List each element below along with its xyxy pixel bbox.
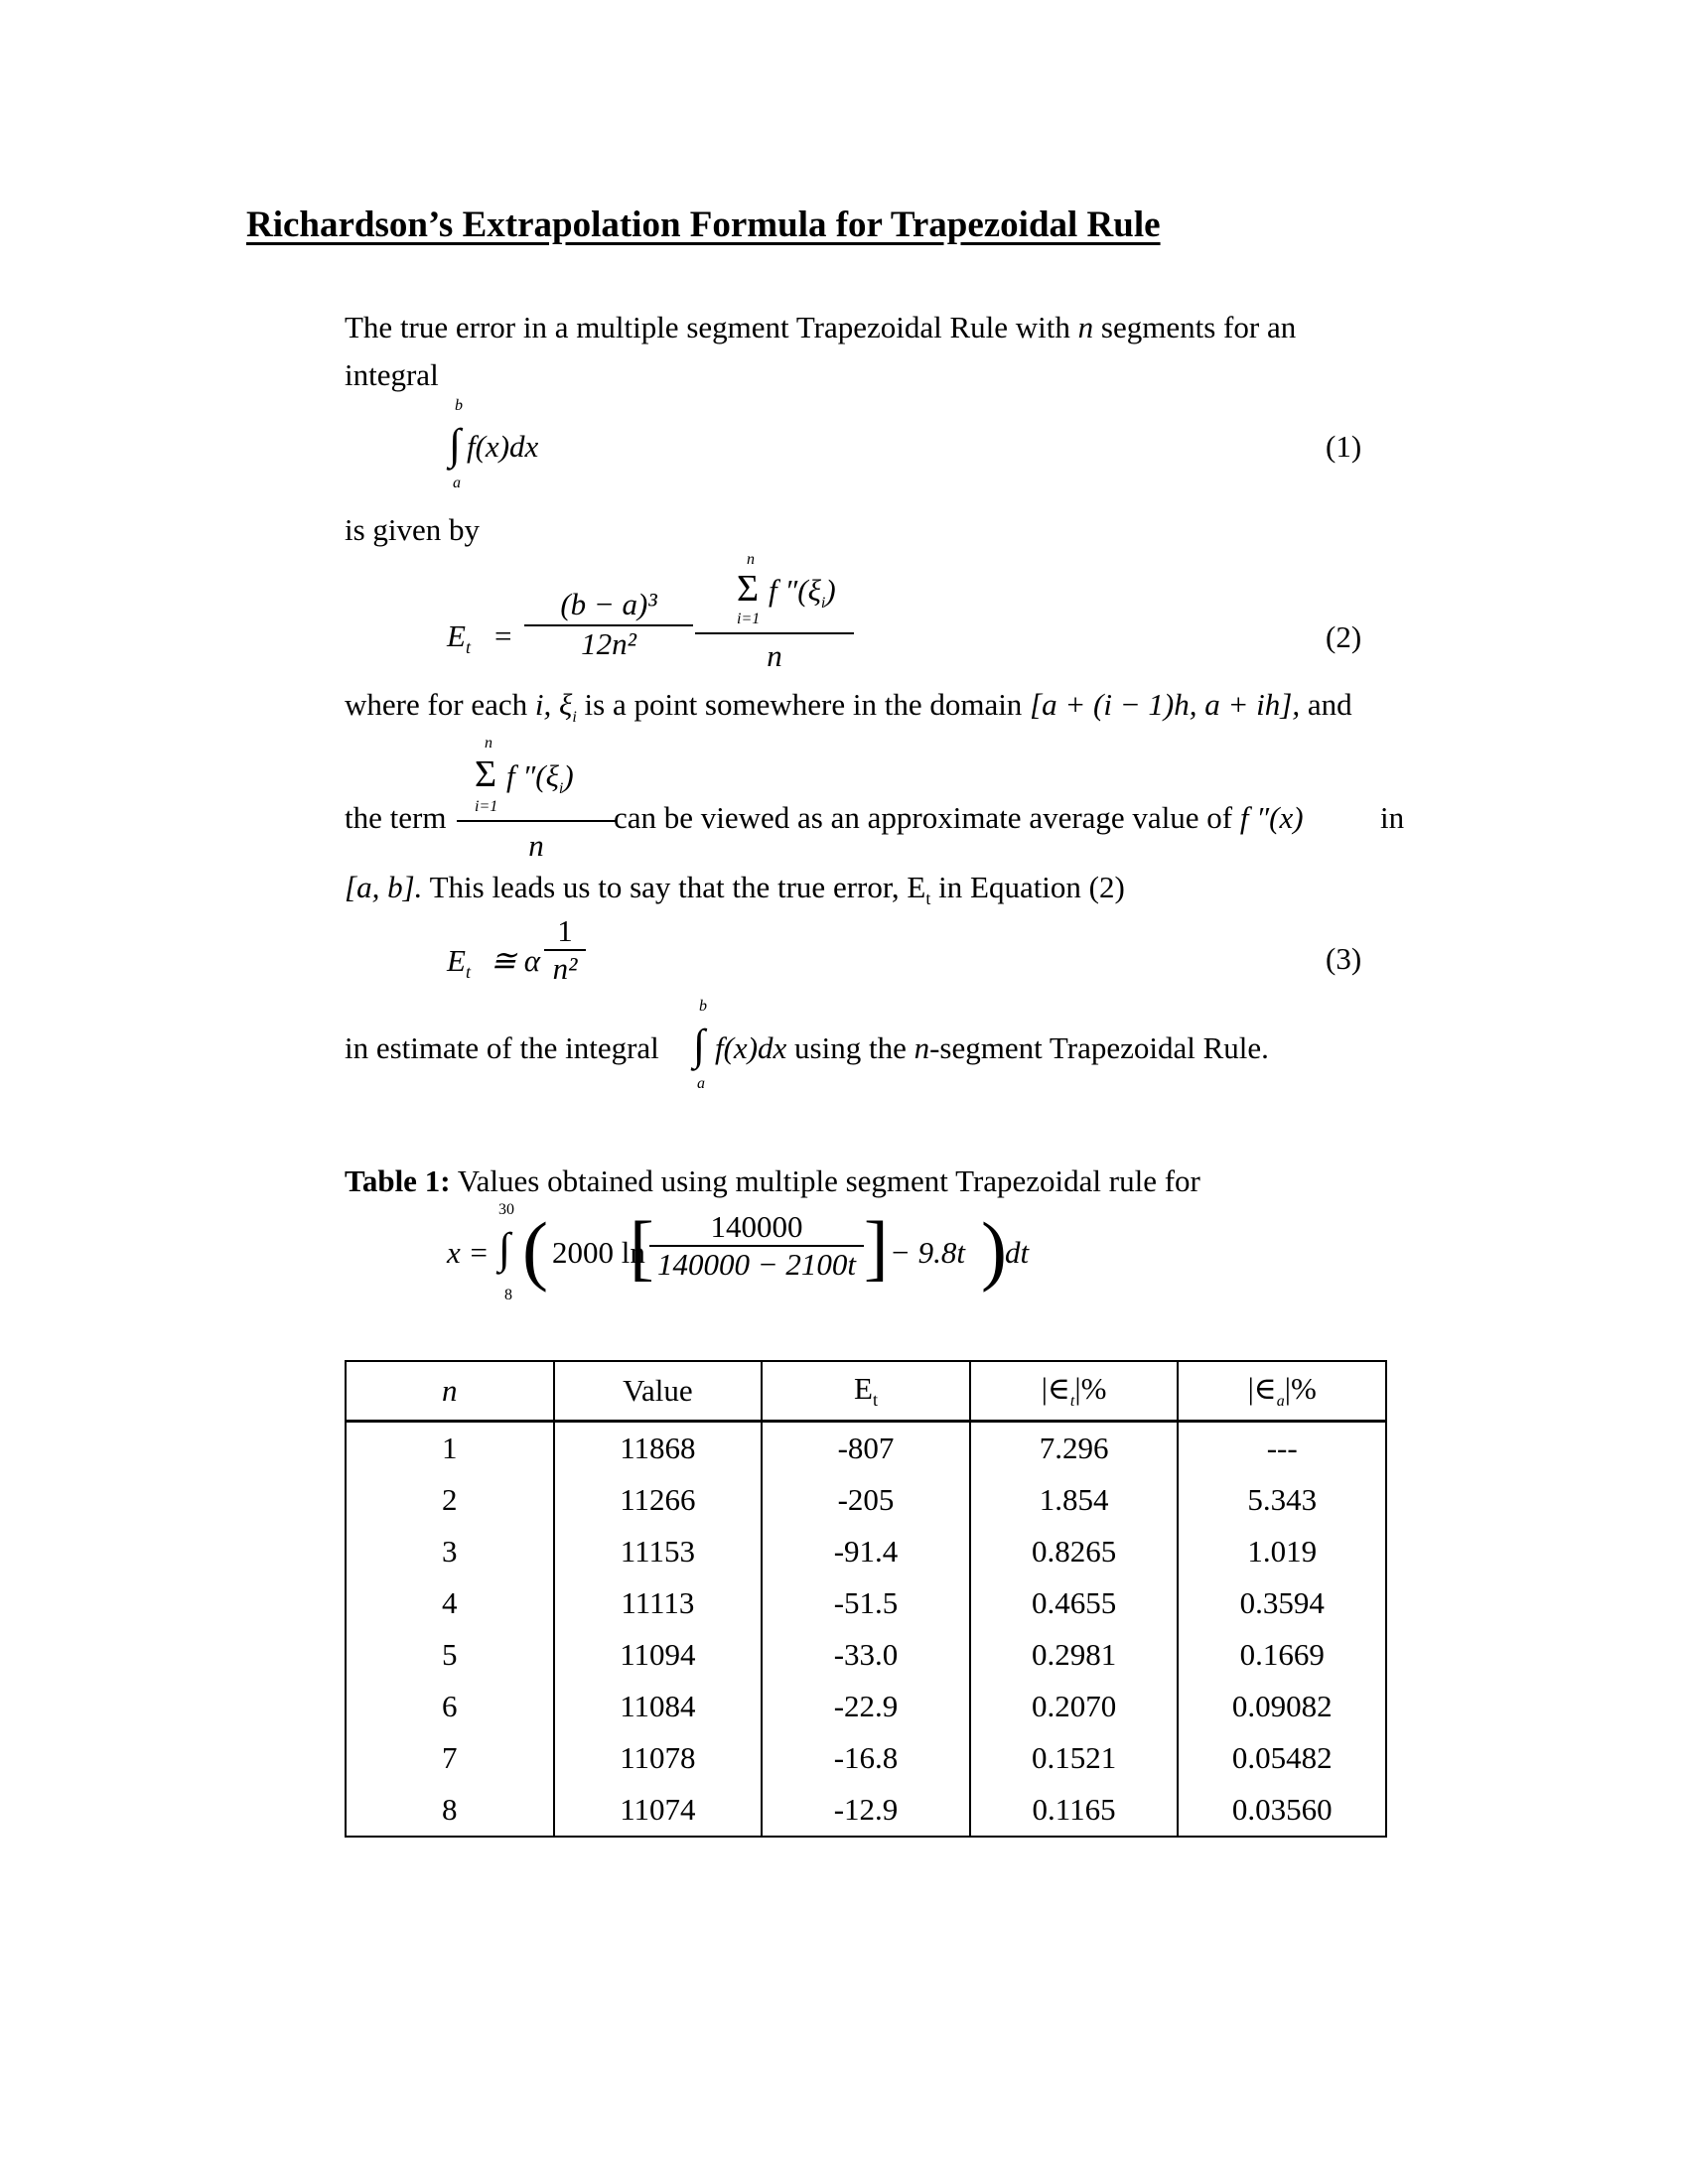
estimate-text-1: in estimate of the integral bbox=[345, 1030, 659, 1065]
eq3-numerator: 1 bbox=[544, 913, 586, 951]
estimate-lower-limit: a bbox=[697, 1075, 705, 1092]
intro-text-1: The true error in a multiple segment Trapezoidal Rule with bbox=[345, 310, 1078, 344]
term-post: can be viewed as an approximate average value of f ″(x) bbox=[614, 800, 1304, 835]
eq2-sum-numerator bbox=[695, 551, 854, 634]
cell: 7 bbox=[346, 1732, 554, 1784]
trapezoidal-results-table bbox=[345, 1360, 1387, 1838]
eq1-upper-limit: b bbox=[455, 397, 463, 414]
table-eq-denominator: 140000 − 2100t bbox=[656, 1247, 857, 1282]
cell: 0.1165 bbox=[970, 1784, 1179, 1837]
header-value: Value bbox=[554, 1361, 763, 1422]
table-equation bbox=[447, 1201, 1043, 1310]
table-eq-upper: 30 bbox=[498, 1201, 514, 1218]
table-row bbox=[346, 1422, 1386, 1475]
cell: 2 bbox=[346, 1474, 554, 1526]
eq2-numerator: (b − a)³ bbox=[524, 587, 693, 626]
header-et-percent: $|\in_t|\%$ bbox=[970, 1361, 1179, 1422]
intro-n: n bbox=[1077, 310, 1094, 344]
cell: 1 bbox=[346, 1422, 554, 1475]
cell: 0.2070 bbox=[970, 1681, 1179, 1732]
cell: 5 bbox=[346, 1629, 554, 1681]
left-paren: ( bbox=[522, 1206, 548, 1293]
cell: 11868 bbox=[554, 1422, 763, 1475]
term-in: in bbox=[1380, 800, 1405, 835]
cell: 0.09082 bbox=[1178, 1681, 1386, 1732]
estimate-rest: f(x)dx using the n-segment Trapezoidal Rule. bbox=[715, 1030, 1269, 1065]
cell: 1.854 bbox=[970, 1474, 1179, 1526]
cell: 0.3594 bbox=[1178, 1577, 1386, 1629]
cell: 3 bbox=[346, 1526, 554, 1577]
where-line: where for each i, $\xi_i$ is a point somewhere in the domain [a + (i − 1)h, a + ih], and bbox=[345, 687, 1352, 727]
eq2-fraction bbox=[524, 587, 693, 662]
leads-text-2: in Equation (2) bbox=[930, 870, 1125, 904]
term-sigma-symbol: Σ bbox=[475, 753, 497, 795]
table-eq-lower: 8 bbox=[504, 1287, 512, 1303]
table-caption bbox=[345, 1158, 1200, 1205]
eq3-denominator: n² bbox=[552, 951, 578, 986]
cell: 11153 bbox=[554, 1526, 763, 1577]
table-eq-fraction bbox=[649, 1209, 864, 1283]
cell: 1.019 bbox=[1178, 1526, 1386, 1577]
eq3-fraction bbox=[544, 913, 586, 987]
cell: 8 bbox=[346, 1784, 554, 1837]
cell: -807 bbox=[762, 1422, 970, 1475]
term-sum-fraction bbox=[457, 735, 616, 864]
table-eq-tail: − 9.8t bbox=[890, 1235, 966, 1270]
page-title: Richardson’s Extrapolation Formula for Trapezoidal Rule bbox=[246, 205, 1161, 245]
cell: 0.4655 bbox=[970, 1577, 1179, 1629]
table-row bbox=[346, 1474, 1386, 1526]
cell: 0.2981 bbox=[970, 1629, 1179, 1681]
cell: 4 bbox=[346, 1577, 554, 1629]
header-n: n bbox=[346, 1361, 554, 1422]
given-by-text: is given by bbox=[345, 512, 481, 547]
right-paren: ) bbox=[981, 1206, 1007, 1293]
eq1-integrand: f(x)dx bbox=[467, 429, 539, 464]
cell: -22.9 bbox=[762, 1681, 970, 1732]
term-sum-numerator bbox=[457, 735, 616, 822]
term-sum-lower: i=1 bbox=[475, 798, 498, 815]
table-row bbox=[346, 1577, 1386, 1629]
right-bracket: ] bbox=[864, 1207, 889, 1289]
header-et: $E_t$ bbox=[762, 1361, 970, 1422]
table-row bbox=[346, 1681, 1386, 1732]
cell: -16.8 bbox=[762, 1732, 970, 1784]
cell: 11094 bbox=[554, 1629, 763, 1681]
eq1-lower-limit: a bbox=[453, 475, 461, 491]
table-caption-label: Table 1: bbox=[345, 1163, 451, 1198]
eq3-relation: ≅ α bbox=[491, 943, 540, 978]
table-row bbox=[346, 1732, 1386, 1784]
eq3-number: (3) bbox=[1326, 941, 1362, 976]
cell: 5.343 bbox=[1178, 1474, 1386, 1526]
cell: 11266 bbox=[554, 1474, 763, 1526]
eq2-number: (2) bbox=[1326, 619, 1362, 654]
where-text-2: is a point somewhere in the domain bbox=[576, 687, 1031, 722]
sum-body: f $''(\xi_i)$ bbox=[769, 573, 836, 613]
term-sum-denominator: n bbox=[528, 828, 544, 863]
cell: -33.0 bbox=[762, 1629, 970, 1681]
where-text-1: where for each bbox=[345, 687, 535, 722]
cell: -12.9 bbox=[762, 1784, 970, 1837]
sigma-symbol: Σ bbox=[737, 568, 760, 610]
table-eq-integral-sign: ∫ bbox=[498, 1224, 511, 1273]
cell: --- bbox=[1178, 1422, 1386, 1475]
intro-text-2: integral bbox=[345, 357, 439, 392]
eq2-sum-fraction bbox=[695, 551, 854, 674]
cell: -91.4 bbox=[762, 1526, 970, 1577]
estimate-upper-limit: b bbox=[699, 998, 707, 1015]
term-sum-body: f $''(\xi_i)$ bbox=[506, 758, 574, 798]
leads-interval: [a, b]. bbox=[345, 870, 423, 904]
table-caption-text: Values obtained using multiple segment Trapezoidal rule for bbox=[450, 1163, 1200, 1198]
table-eq-dt: dt bbox=[1005, 1235, 1030, 1270]
cell: 11113 bbox=[554, 1577, 763, 1629]
table-eq-lhs: x = bbox=[447, 1235, 490, 1270]
sum-lower: i=1 bbox=[737, 611, 761, 627]
cell: 6 bbox=[346, 1681, 554, 1732]
integral-sign: ∫ bbox=[449, 420, 462, 469]
eq2-lhs: $E_t$ bbox=[447, 618, 471, 658]
left-bracket: [ bbox=[630, 1207, 654, 1289]
header-ea-percent: $|\in_a|\%$ bbox=[1178, 1361, 1386, 1422]
eq2-equals: = bbox=[494, 618, 512, 653]
where-text-3: and bbox=[1300, 687, 1352, 722]
cell: 0.03560 bbox=[1178, 1784, 1386, 1837]
cell: 0.1669 bbox=[1178, 1629, 1386, 1681]
term-pre: the term bbox=[345, 800, 447, 835]
where-domain: [a + (i − 1)h, a + ih], bbox=[1030, 687, 1301, 722]
cell: -51.5 bbox=[762, 1577, 970, 1629]
cell: 0.05482 bbox=[1178, 1732, 1386, 1784]
table-row bbox=[346, 1526, 1386, 1577]
intro-text-1b: segments for an bbox=[1093, 310, 1297, 344]
table-header-row bbox=[346, 1361, 1386, 1422]
where-i: i, bbox=[534, 687, 552, 722]
cell: 7.296 bbox=[970, 1422, 1179, 1475]
where-xi: ξ bbox=[559, 687, 573, 722]
table-eq-numerator: 140000 bbox=[649, 1209, 864, 1247]
sum-upper: n bbox=[747, 551, 755, 568]
cell: 11084 bbox=[554, 1681, 763, 1732]
eq2-sum-denominator: n bbox=[767, 638, 782, 673]
eq3-lhs: $E_t$ bbox=[447, 943, 471, 983]
cell: 0.1521 bbox=[970, 1732, 1179, 1784]
leads-text: This leads us to say that the true error, E bbox=[422, 870, 926, 904]
table-row bbox=[346, 1784, 1386, 1837]
cell: 11078 bbox=[554, 1732, 763, 1784]
cell: 11074 bbox=[554, 1784, 763, 1837]
estimate-integral-sign: ∫ bbox=[693, 1021, 706, 1069]
cell: 0.8265 bbox=[970, 1526, 1179, 1577]
intro-paragraph bbox=[345, 304, 1427, 399]
table-eq-coef: 2000 ln bbox=[552, 1235, 645, 1270]
table-row bbox=[346, 1629, 1386, 1681]
term-sum-upper: n bbox=[485, 735, 492, 751]
eq2-denominator: 12n² bbox=[581, 626, 636, 661]
eq1-number: (1) bbox=[1326, 429, 1362, 464]
cell: -205 bbox=[762, 1474, 970, 1526]
leads-line: [a, b]. This leads us to say that the true error, $E_t$ in Equation (2) bbox=[345, 870, 1125, 909]
